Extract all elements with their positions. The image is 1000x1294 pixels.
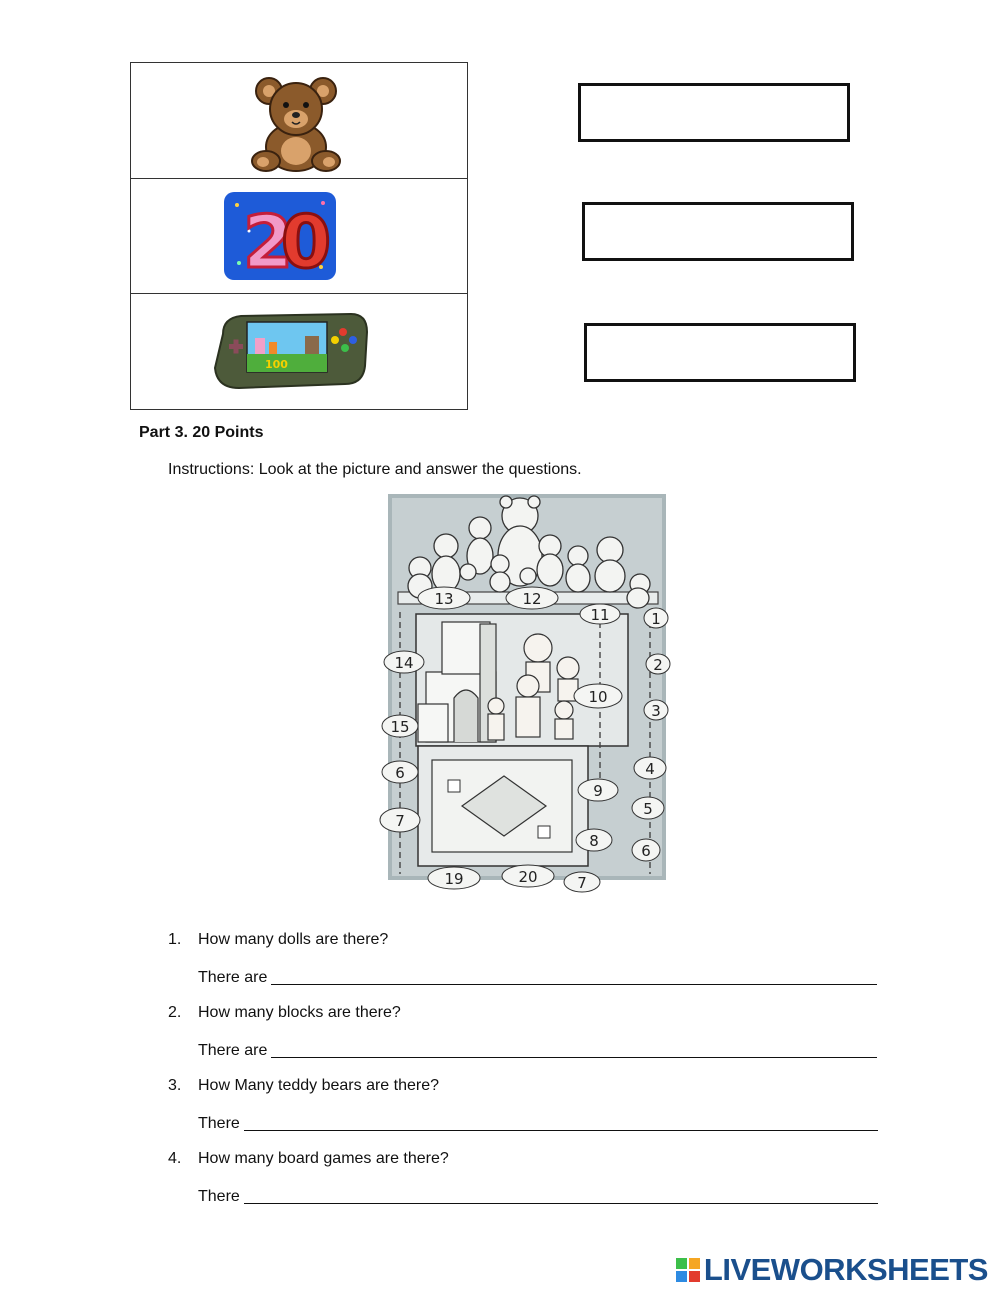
scene-label: 13 [434, 590, 454, 608]
logo-blocks-icon [676, 1258, 700, 1282]
scene-label: 14 [394, 654, 414, 672]
teddy-bear-image [241, 73, 351, 173]
scene-label: 15 [390, 718, 410, 736]
question-4 [168, 1150, 449, 1168]
answer-line-3 [198, 1114, 878, 1133]
scene-label: 6 [641, 842, 651, 860]
handheld-game-console-image [211, 308, 371, 392]
answer-box-2[interactable] [582, 202, 854, 261]
answer-prompt: There [198, 1115, 240, 1132]
answer-prompt: There [198, 1188, 240, 1205]
question-number: 2. [168, 1004, 182, 1021]
answer-line-4 [198, 1187, 878, 1206]
question-text: How many blocks are there? [198, 1004, 401, 1021]
picture-cell-game-console [131, 294, 467, 409]
scene-label: 4 [645, 760, 655, 778]
logo-text: LIVEWORKSHEETS [703, 1252, 988, 1287]
answer-prompt: There are [198, 1042, 268, 1059]
answer-box-3[interactable] [584, 323, 856, 382]
number-20-card-image [223, 191, 337, 284]
part-title: Part 3. 20 Points [139, 424, 264, 441]
scene-label: 9 [593, 782, 603, 800]
svg-text:0: 0 [281, 200, 332, 284]
scene-label: 20 [518, 868, 538, 886]
answer-blank-1[interactable] [271, 968, 877, 985]
scene-label: 7 [577, 874, 587, 892]
scene-label: 11 [590, 606, 610, 624]
scene-label: 6 [395, 764, 405, 782]
question-3 [168, 1077, 439, 1095]
instructions: Instructions: Look at the picture and answer the questions. [168, 461, 582, 478]
question-text: How Many teddy bears are there? [198, 1077, 440, 1094]
scene-label: 19 [444, 870, 464, 888]
scene-label: 3 [651, 702, 661, 720]
answer-line-2 [198, 1041, 877, 1060]
console-screen-score: 100 [265, 358, 288, 371]
answer-blank-4[interactable] [244, 1187, 878, 1204]
toy-scene-picture [388, 494, 666, 892]
svg-text:2: 2 [243, 200, 294, 284]
answer-line-1 [198, 968, 877, 987]
picture-cell-teddy-bear [131, 63, 467, 179]
question-text: How many board games are there? [198, 1150, 449, 1167]
scene-label: 8 [589, 832, 599, 850]
scene-label: 2 [653, 656, 663, 674]
liveworksheets-logo [676, 1252, 988, 1288]
scene-label: 7 [395, 812, 405, 830]
answer-blank-3[interactable] [244, 1114, 878, 1131]
question-number: 1. [168, 931, 182, 948]
question-2 [168, 1004, 401, 1022]
scene-label: 10 [588, 688, 608, 706]
scene-label: 1 [651, 610, 661, 628]
answer-blank-2[interactable] [271, 1041, 877, 1058]
picture-table [130, 62, 468, 410]
scene-label: 5 [643, 800, 653, 818]
toy-scene-illustration [388, 494, 666, 892]
answer-box-1[interactable] [578, 83, 850, 142]
picture-cell-number-20 [131, 179, 467, 294]
question-text: How many dolls are there? [198, 931, 389, 948]
scene-label: 12 [522, 590, 542, 608]
answer-prompt: There are [198, 969, 268, 986]
question-number: 3. [168, 1077, 182, 1094]
question-number: 4. [168, 1150, 182, 1167]
question-1 [168, 931, 388, 949]
